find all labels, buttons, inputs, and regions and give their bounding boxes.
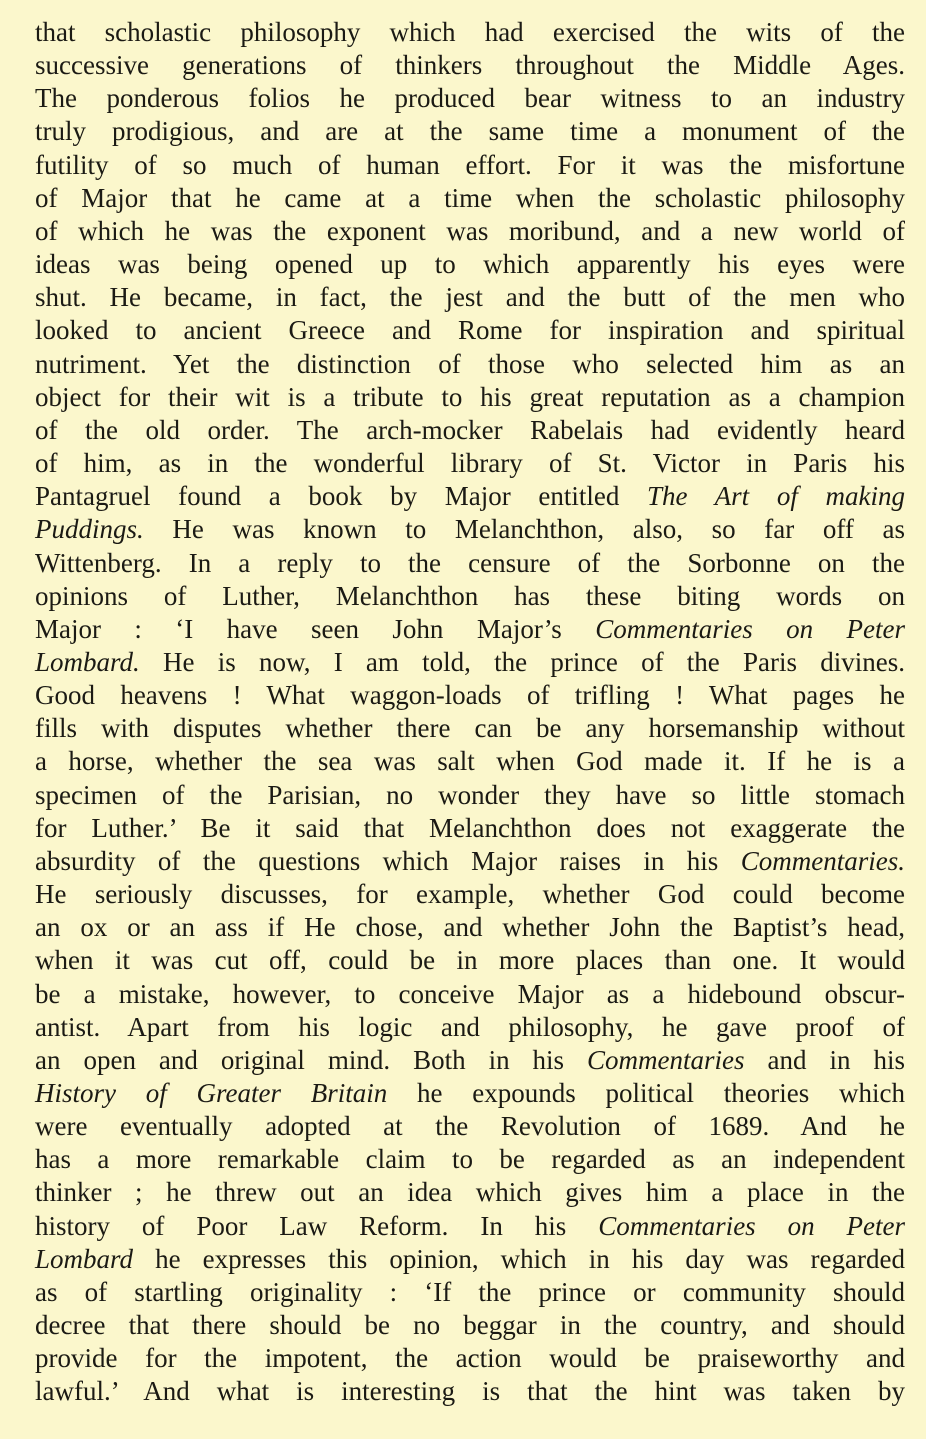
book-page-text [35, 16, 905, 1409]
text-line [35, 679, 905, 712]
italic-title-text: Commentaries on Peter [598, 1210, 905, 1241]
body-text: and in his [744, 1044, 905, 1075]
text-line [35, 911, 905, 944]
body-text: of the old order. The arch-mocker Rabelais had evidently heard [35, 414, 905, 445]
body-text: Pantagruel found a book by Major entitled [35, 481, 648, 512]
italic-title-text: Lombard [35, 1243, 134, 1274]
body-text: nutriment. Yet the distinction of those who selected him as an [35, 348, 905, 379]
body-text: shut. He became, in fact, the jest and the butt of the men who [35, 282, 905, 313]
italic-title-text: Lombard. [35, 646, 140, 677]
text-line [35, 1210, 905, 1243]
text-line [35, 215, 905, 248]
text-line [35, 1044, 905, 1077]
text-line [35, 49, 905, 82]
body-text: be a mistake, however, to conceive Major as a hidebound obscur- [35, 978, 905, 1009]
text-line [35, 547, 905, 580]
body-text: history of Poor Law Reform. In his [35, 1210, 599, 1241]
text-line [35, 944, 905, 977]
text-line [35, 348, 905, 381]
body-text: he expresses this opinion, which in his day was regarded [133, 1243, 905, 1274]
body-text: for Luther.’ Be it said that Melanchthon does not exaggerate the [35, 812, 905, 843]
body-text: successive generations of thinkers throughout the Middle Ages. [35, 50, 905, 81]
body-text: lawful.’ And what is interesting is that the hint was taken by [35, 1376, 905, 1407]
italic-title-text: History of Greater Britain [35, 1078, 388, 1108]
body-text: The ponderous folios he produced bear witness to an industry [35, 83, 905, 114]
text-line [35, 82, 905, 115]
text-line [35, 1243, 905, 1276]
body-text: looked to ancient Greece and Rome for inspiration and spiritual [35, 315, 905, 346]
body-text: thinker ; he threw out an idea which gives him a place in the [35, 1177, 905, 1208]
body-text: has a more remarkable claim to be regarded as an independent [35, 1144, 905, 1175]
body-text: decree that there should be no beggar in the country, and should [35, 1310, 905, 1341]
text-line [35, 513, 905, 546]
text-line [35, 646, 905, 679]
text-line [35, 878, 905, 911]
body-text: of which he was the exponent was moribund, and a new world of [35, 215, 905, 246]
body-text: opinions of Luther, Melanchthon has these biting words on [35, 580, 905, 611]
text-line [35, 812, 905, 845]
text-line [35, 580, 905, 613]
text-line [35, 1011, 905, 1044]
text-line [35, 745, 905, 778]
text-line [35, 447, 905, 480]
body-text: of Major that he came at a time when the scholastic philosophy [35, 182, 905, 213]
text-line [35, 1276, 905, 1309]
body-text: ideas was being opened up to which apparently his eyes were [35, 249, 905, 280]
text-line [35, 1110, 905, 1143]
text-line [35, 480, 905, 513]
body-text: absurdity of the questions which Major raises in his [35, 845, 741, 876]
text-line [35, 1176, 905, 1209]
text-line [35, 712, 905, 745]
italic-title-text: The Art of making [647, 481, 905, 512]
body-text: He is now, I am told, the prince of the Paris divines. [139, 646, 905, 677]
body-text: when it was cut off, could be in more places than one. It would [35, 945, 905, 976]
body-text: he expounds political theories which [387, 1078, 905, 1108]
body-text: Wittenberg. In a reply to the censure of the Sorbonne on the [35, 547, 905, 578]
body-text: a horse, whether the sea was salt when God made it. If he is a [35, 746, 905, 777]
text-line [35, 1077, 905, 1110]
body-text: He was known to Melanchthon, also, so far off as [143, 514, 905, 545]
body-text: Good heavens ! What waggon-loads of trifling ! What pages he [35, 680, 905, 711]
body-text: futility of so much of human effort. For it was the misfortune [35, 149, 905, 180]
body-text: specimen of the Parisian, no wonder they have so little stomach [35, 779, 905, 810]
body-text: were eventually adopted at the Revolution of 1689. And he [35, 1111, 905, 1142]
body-text: object for their wit is a tribute to his great reputation as a champion [35, 381, 905, 412]
text-line [35, 978, 905, 1011]
body-text: of him, as in the wonderful library of St. Victor in Paris his [35, 448, 905, 479]
text-line [35, 1375, 905, 1408]
text-line [35, 16, 905, 49]
body-text: He seriously discusses, for example, whether God could become [35, 879, 905, 910]
italic-title-text: Puddings. [35, 514, 144, 545]
text-line [35, 182, 905, 215]
body-text: as of startling originality : ‘If the prince or community should [35, 1276, 905, 1307]
italic-title-text: Commentaries [587, 1044, 745, 1075]
text-line [35, 115, 905, 148]
body-text: an open and original mind. Both in his [35, 1044, 588, 1075]
text-line [35, 281, 905, 314]
italic-title-text: Commentaries on Peter [595, 613, 905, 644]
italic-title-text: Commentaries. [740, 845, 905, 876]
body-text: that scholastic philosophy which had exercised the wits of the [35, 17, 905, 47]
text-line [35, 414, 905, 447]
text-line [35, 1342, 905, 1375]
text-line [35, 779, 905, 812]
text-line [35, 845, 905, 878]
body-text: Major : ‘I have seen John Major’s [35, 613, 596, 644]
text-line [35, 381, 905, 414]
body-text: truly prodigious, and are at the same time a monument of the [35, 116, 905, 147]
text-line [35, 1309, 905, 1342]
body-text: antist. Apart from his logic and philosophy, he gave proof of [35, 1011, 905, 1042]
body-text: an ox or an ass if He chose, and whether John the Baptist’s head, [35, 912, 905, 943]
text-line [35, 1143, 905, 1176]
body-text: provide for the impotent, the action would be praiseworthy and [35, 1343, 905, 1374]
text-line [35, 314, 905, 347]
text-line [35, 248, 905, 281]
text-line [35, 613, 905, 646]
text-line [35, 149, 905, 182]
body-text: fills with disputes whether there can be any horsemanship without [35, 713, 905, 744]
